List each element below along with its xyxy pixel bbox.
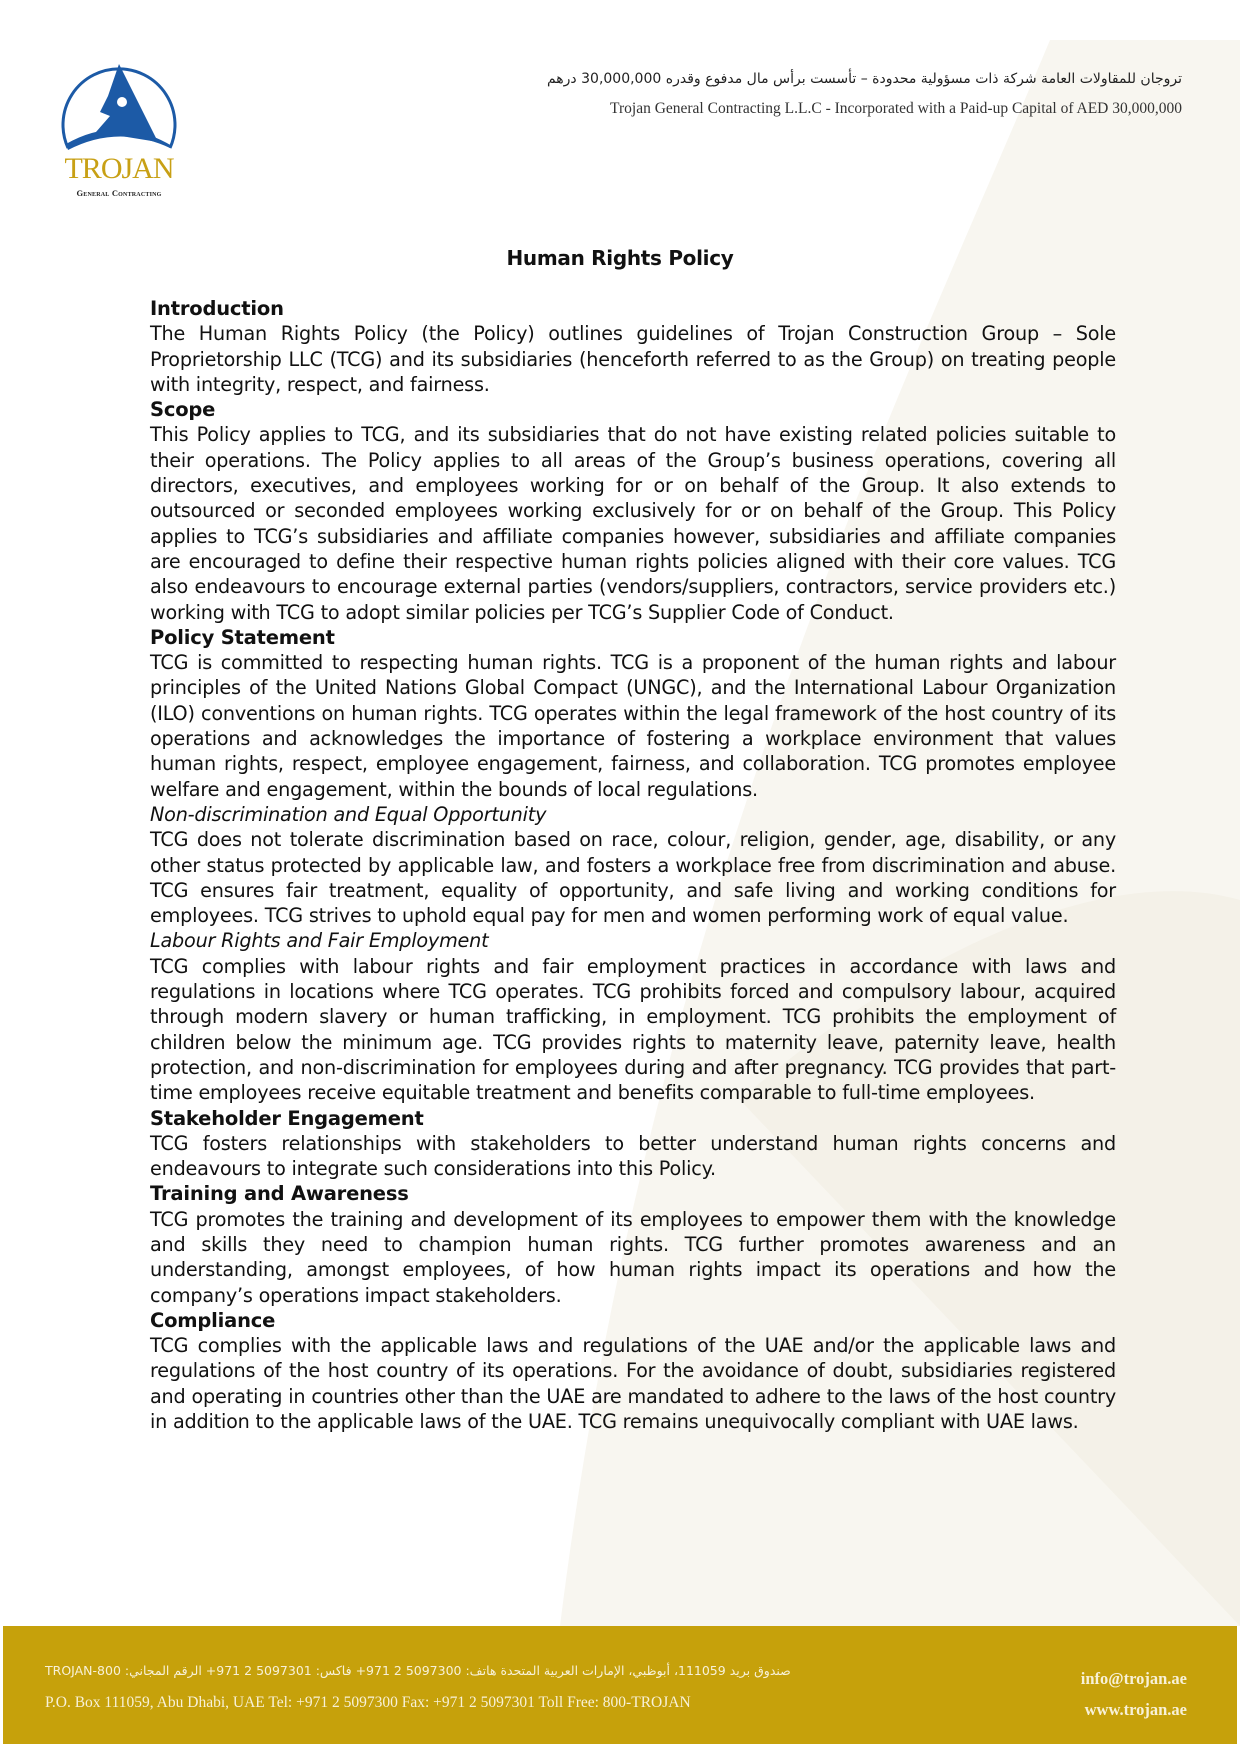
- footer-english-address: P.O. Box 111059, Abu Dhabi, UAE Tel: +971 2 5097300 Fax: +971 2 5097301 Toll Free: 800-TROJAN: [45, 1694, 691, 1711]
- footer-website-link[interactable]: www.trojan.ae: [1084, 1700, 1187, 1719]
- section-paragraph: TCG fosters relationships with stakeholders to better understand human rights concerns and endeavours to integrate such considerations into this Policy.: [150, 1131, 1116, 1181]
- logo-wordmark: TROJAN: [64, 152, 174, 185]
- section-policy-statement: [150, 625, 1116, 1106]
- section-paragraph: The Human Rights Policy (the Policy) outlines guidelines of Trojan Construction Group – Sole Proprietorship LLC (TCG) and its subsidiaries (henceforth referred to as the Group) on treating people with integrity, respect, and fairness.: [150, 322, 1116, 396]
- footer-contact: [1081, 1663, 1187, 1725]
- section-heading: Scope: [150, 398, 216, 422]
- section-heading: Training and Awareness: [150, 1182, 409, 1206]
- document-title: Human Rights Policy: [506, 246, 734, 270]
- section-paragraph: TCG complies with the applicable laws and regulations of the UAE and/or the applicable laws and regulations of the host country of its operations. For the avoidance of doubt, subsidiaries registered and operating in countries other than the UAE are mandated to adhere to the laws of the host country in addition to the applicable laws of the UAE. TCG remains unequivocally compliant with UAE laws.: [150, 1334, 1116, 1434]
- section-stakeholder-engagement: [150, 1106, 1116, 1182]
- section-heading: Compliance: [150, 1308, 276, 1332]
- section-paragraph: TCG is committed to respecting human rights. TCG is a proponent of the human rights and labour principles of the United Nations Global Compact (UNGC), and the International Labour Organization (ILO) conventions on human rights. TCG operates within the legal framework of the host country of its operations and acknowledges the importance of fostering a workplace environment that values human rights, respect, employee engagement, fairness, and collaboration. TCG promotes employee welfare and engagement, within the bounds of local regulations.: [150, 651, 1116, 801]
- subsection-heading: Non-discrimination and Equal Opportunity: [150, 802, 547, 826]
- document-body: [150, 296, 1116, 1434]
- section-training-awareness: [150, 1181, 1116, 1307]
- footer-band: [3, 1626, 1237, 1744]
- trojan-horse-icon: [58, 52, 180, 152]
- footer-arabic-address: صندوق بريد 111059، أبوظبي، الإمارات العربية المتحدة هاتف: 5097300 2 971+ فاكس: 5097301 2 971+ الرقم المجاني: 800-TROJAN: [45, 1663, 791, 1678]
- section-paragraph: This Policy applies to TCG, and its subsidiaries that do not have existing related policies suitable to their operations. The Policy applies to all areas of the Group’s business operations, covering all directors, executives, and employees working for or on behalf of the Group. It also extends to outsourced or seconded employees working exclusively for or on behalf of the Group. This Policy applies to TCG’s subsidiaries and affiliate companies however, subsidiaries and affiliate companies are encouraged to define their respective human rights policies aligned with their core values. TCG also endeavours to encourage external parties (vendors/suppliers, contractors, service providers etc.) working with TCG to adopt similar policies per TCG’s Supplier Code of Conduct.: [150, 423, 1116, 624]
- subsection-paragraph: TCG complies with labour rights and fair employment practices in accordance with laws and regulations in locations where TCG operates. TCG prohibits forced and compulsory labour, acquired through modern slavery or human trafficking, in employment. TCG prohibits the employment of children below the minimum age. TCG provides rights to maternity leave, paternity leave, health protection, and non-discrimination for employees during and after pregnancy. TCG provides that part-time employees receive equitable treatment and benefits comparable to full-time employees.: [150, 954, 1116, 1105]
- subsection-heading: Labour Rights and Fair Employment: [150, 929, 489, 953]
- subsection-paragraph: TCG does not tolerate discrimination based on race, colour, religion, gender, age, disability, or any other status protected by applicable law, and fosters a workplace free from discrimination and abuse. TCG ensures fair treatment, equality of opportunity, and safe living and working conditions for employees. TCG strives to uphold equal pay for men and women performing work of equal value.: [150, 828, 1116, 928]
- section-paragraph: TCG promotes the training and development of its employees to empower them with the knowledge and skills they need to champion human rights. TCG further promotes awareness and an understanding, amongst employees, of how human rights impact its operations and how the company’s operations impact stakeholders.: [150, 1207, 1116, 1307]
- letterhead-arabic: تروجان للمقاولات العامة شركة ذات مسؤولية محدودة – تأسست برأس مال مدفوع وقدره 30,000,000 درهم: [546, 71, 1182, 87]
- logo-subtitle: General Contracting: [76, 188, 162, 198]
- section-heading: Introduction: [150, 297, 284, 320]
- company-logo: [58, 52, 190, 202]
- section-compliance: [150, 1308, 1116, 1434]
- section-introduction: [150, 296, 1116, 397]
- section-scope: [150, 397, 1116, 625]
- letterhead: [547, 68, 1182, 120]
- footer-email-link[interactable]: info@trojan.ae: [1080, 1669, 1187, 1688]
- section-heading: Stakeholder Engagement: [150, 1106, 424, 1130]
- section-heading: Policy Statement: [150, 625, 335, 649]
- letterhead-english: Trojan General Contracting L.L.C - Incorporated with a Paid-up Capital of AED 30,000,000: [610, 100, 1182, 117]
